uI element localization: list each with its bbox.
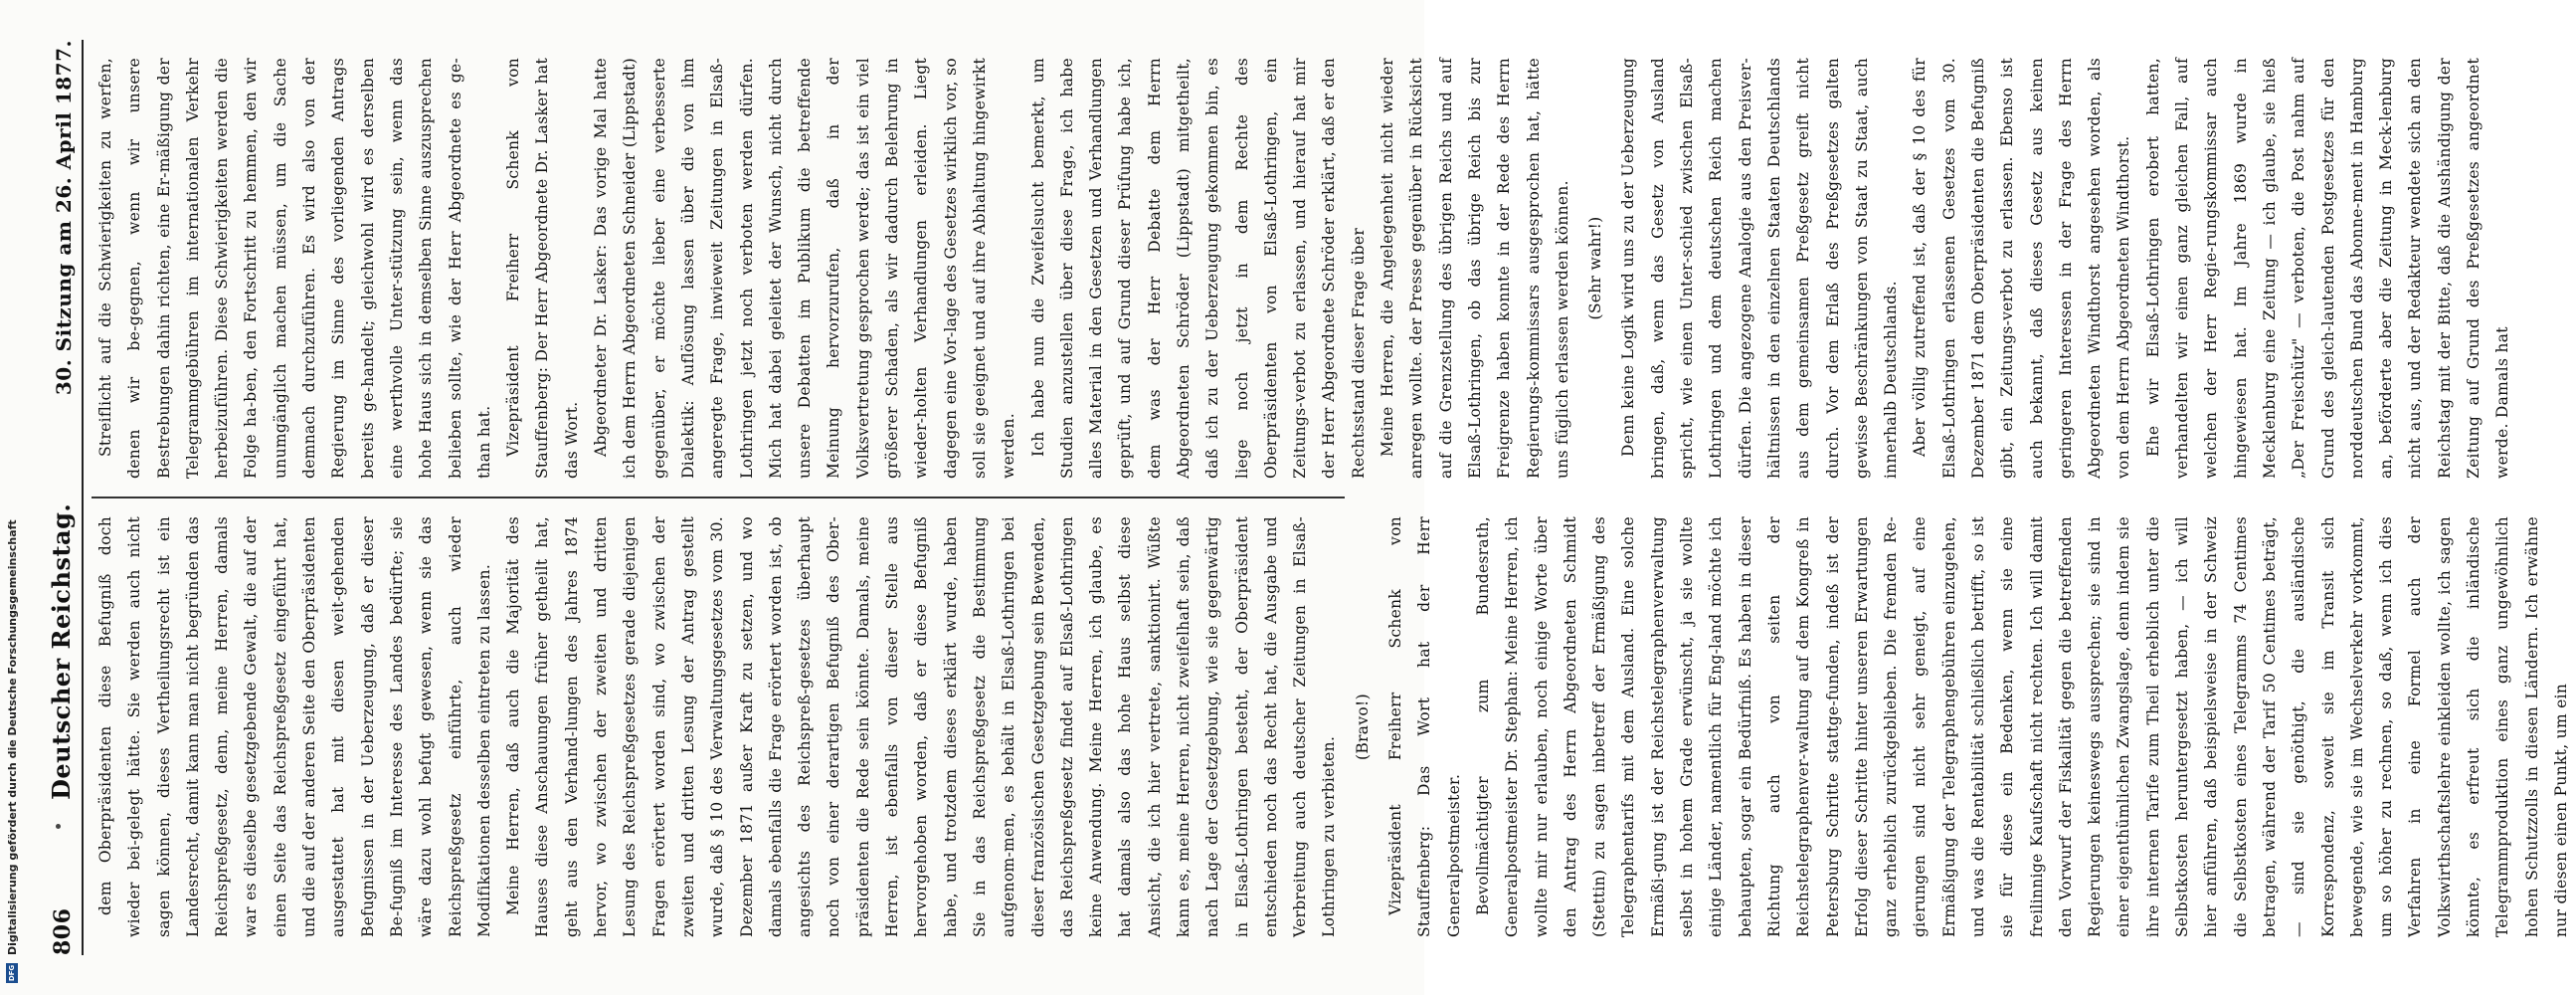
paragraph: Ehe wir Elsaß-Lothringen erobert hatten, verhandelten wir einen ganz gleichen Fall, auf welchen der Herr Regie-rungskommissar auch hingewiesen hat. Im Jahre 1869 wurde in Mecklenburg eine Zeitung — ich glaube, sie hieß „Der Freischütz" — verboten, die Post nahm auf Grund des gleich-lautenden Postgesetzes für den norddeutschen Bund das Abonne-ment in Hamburg an, beförderte aber die Zeitung in Meck-lenburg nicht aus, und der Redakteur wendete sich an den Reichstag mit der Bitte, daß die Aushändigung der Zeitung auf Grund des Preßgesetzes angeordnet werde. Damals hat: [2143, 58, 2512, 479]
paragraph: Vizepräsident Freiherr Schenk von Stauffenberg: Der Herr Abgeordnete Dr. Lasker hat das Wort.: [504, 58, 581, 479]
session-date: 30. Sitzung am 26. April 1877.: [52, 40, 76, 396]
paragraph: Abgeordneter Dr. Lasker: Das vorige Mal hatte ich dem Herrn Abgeordneten Schneider (Lippstadt) gegenüber, er möchte lieber eine verbesserte Dialektik: Auflösung lassen über die von ihm angeregte Frage, inwieweit Zeitungen in Elsaß-Lothringen jetzt noch verboten werden dürfen. Mich hat dabei geleitet der Wunsch, nicht durch unsere Debatten im Publikum die betreffende Meinung hervorzurufen, daß in der Volksvertretung gesprochen werde; das ist ein viel größerer Schaden, als wir dadurch Belehrung in wieder-holten Verhandlungen erleiden. Liegt dagegen eine Vor-lage des Gesetzes wirklich vor, so soll sie geeignet und auf ihre Abhaltung hingewirkt werden.: [592, 58, 1018, 479]
scan-speck: [56, 824, 61, 829]
right-column: [92, 40, 2512, 497]
paragraph: Meine Herren, daß auch die Majorität des Hauses diese Anschauungen früher getheilt hat, geht aus den Verhand-lungen des Jahres 1874 hervor, wo zwischen der zweiten und dritten Lesung des Reichspreßgesetzes gerade diejenigen Fragen erörtert worden sind, wo zwischen der zweiten und dritten Lesung der Antrag gestellt wurde, daß § 10 des Verwaltungsgesetzes vom 30. Dezember 1871 außer Kraft zu setzen, und wo damals ebenfalls die Frage erörtert worden ist, ob angesichts des Reichspreß-gesetzes überhaupt noch von einer derartigen Befugniß des Ober-präsidenten die Rede sein könnte. Damals, meine Herren, ist ebenfalls von dieser Stelle aus hervorgehoben worden, daß er diese Befugniß habe, und trotzdem dieses erklärt wurde, haben Sie in das Reichspreßgesetz die Bestimmung aufgenom-men, es behält in Elsaß-Lothringen bei dieser französischen Gesetzgebung sein Bewenden, das Reichspreßgesetz findet auf Elsaß-Lothringen keine Anwendung. Meine Herren, ich glaube, es hat damals also das hohe Haus selbst diese Ansicht, die ich hier vertrete, sanktionirt. Wüßte kann es, meine Herren, nicht zweifelhaft sein, daß nach Lage der Gesetzgebung, wie sie gegenwärtig in Elsaß-Lothringen besteht, der Oberpräsident entschieden noch das Recht hat, die Ausgabe und Verbreitung auch deutscher Zeitungen in Elsaß-Lothringen zu verbieten.: [504, 516, 1339, 937]
left-column: [92, 498, 2570, 955]
column-divider: [92, 497, 1345, 498]
paragraph: Ich habe nun die Zweifelsucht bemerkt, um Studien anzustellen über diese Frage, ich habe alles Material in den Gesetzen und Verhandlungen geprüft, und auf Grund dieser Prüfung habe ich, dem was der Herr Debatte dem Herrn Abgeordneten Schröder (Lippstadt) mitgetheilt, daß ich zu der Ueberzeugung gekommen bin, es liege noch jetzt in dem Rechte des Oberpräsidenten von Elsaß-Lothringen, ein Zeitungs-verbot zu erlassen, und hierauf hat mir der Herr Abgeordnete Schröder erklärt, daß er den Rechtsstand dieser Frage über: [1028, 58, 1368, 479]
applause-note: (Sehr wahr!): [1586, 216, 1605, 320]
text-columns: [92, 40, 2570, 955]
paragraph: Meine Herren, die Angelegenheit nicht wieder anregen wollte. der Presse gegenüber in Rücksicht auf die Grenzstellung des übrigen Reichs und auf Elsaß-Lothringen, ob das übrige Reich bis zur Freigrenze haben konnte in der Rede des Herrn Regierungs-kommissars ausgesprochen hat, hätte uns füglich erlassen werden können.: [1379, 58, 1571, 479]
paragraph: Denn keine Logik wird uns zu der Ueberzeugung bringen, daß, wenn das Gesetz von Ausland spricht, wie einen Unter-schied zwischen Elsaß-Lothringen und dem deutschen Reich machen dürfen. Die angezogene Analogie aus den Preisver-hältnissen in den einzelnen Staaten Deutschlands aus dem gemeinsamen Preßgesetz greift nicht durch. Vor dem Erlaß des Preßgesetzes galten gewisse Beschränkungen von Staat zu Staat, auch innerhalb Deutschlands.: [1619, 58, 1901, 479]
digitization-footer: [0, 0, 24, 995]
paragraph: dem Oberpräsidenten diese Befugniß doch wieder bei-gelegt hätte. Sie werden auch nicht sagen können, dieses Vertheilungsrecht ist ein Landesrecht, damit kann man nicht begründen das Reichspreßgesetz, denn, meine Herren, damals war es dieselbe gesetzgebende Gewalt, die auf der einen Seite das Reichspreßgesetz eingeführt hat, und die auf der anderen Seite den Oberpräsidenten ausgestattet hat mit diesen weit-gehenden Befugnissen in der Ueberzeugung, daß er dieser Be-fugniß im Interesse des Landes bedürfte; sie wäre dazu wohl befugt gewesen, wenn sie das Reichspreßgesetz einführte, auch wieder Modifikationen desselben eintreten zu lassen.: [96, 516, 493, 937]
paragraph: Vizepräsident Freiherr Schenk von Stauffenberg: Das Wort hat der Herr Generalpostmeister.: [1386, 516, 1463, 937]
paragraph: Streiflicht auf die Schwierigkeiten zu werfen, denen wir be-gegnen, wenn wir unsere Bestrebungen dahin richten, eine Er-mäßigung der Telegrammgebühren im internationalen Verkehr herbeizuführen. Diese Schwierigkeiten werden die Folge ha-ben, den Fortschritt zu hemmen, den wir unumgänglich machen müssen, um die Sache demnach durchzuführen. Es wird also von der Regierung im Sinne des vorliegenden Antrags bereits ge-handelt; gleichwohl wird es derselben eine werthvolle Unter-stützung sein, wenn das hohe Haus sich in demselben Sinne auszusprechen belieben sollte, wie der Herr Abgeordnete es ge-than hat.: [96, 58, 493, 479]
page-number: 806: [50, 907, 76, 955]
dfg-logo: DFG: [8, 964, 16, 982]
paragraph: Bevollmächtigter zum Bundesrath, Generalpostmeister Dr. Stephan: Meine Herren, ich wollte mir nur erlauben, noch einige Worte über den Antrag des Herrn Abgeordneten Schmidt (Stettin) zu sagen inbetreff der Ermäßigung des Telegraphentarifs mit dem Ausland. Eine solche Ermäßi-gung ist der Reichstelegraphenverwaltung selbst in hohem Grade erwünscht, ja sie wollte einige Länder, namentlich für Eng-land möchte ich behaupten, sogar ein Bedürfniß. Es haben in dieser Richtung auch von seiten der Reichstelegraphenver-waltung auf dem Kongreß in Petersburg Schritte stattge-funden, indeß ist der Erfolg dieser Schritte hinter unseren Erwartungen ganz erheblich zurückgeblieben. Die fremden Re-gierungen sind nicht sehr geneigt, auf eine Ermäßigung der Telegraphengebühren einzugehen, und was die Rentabilität schließlich betrifft, so ist sie für diese ein Bedenken, wenn sie eine freilinnige Kaufschaft nicht rechten. Ich will damit den Vorwurf der Fiskalität gegen die betreffenden Regierungen keineswegs aussprechen; sie sind in einer eigenthümlichen Zwangslage, denn indem sie ihre internen Tarife zum Theil erheblich unter die Selbstkosten heruntergesetzt haben, — ich will hier anführen, daß beispielsweise in der Schweiz die Selbstkosten eines Telegramms 74 Centimes betragen, während der Tarif 50 Centimes beträgt, — sind sie genöthigt, die ausländische Korrespondenz, soweit sie im Transit sich bewegende, wie sie im Wechselverkehr vorkommt, um so höher zu rechnen, so daß, wenn ich dies Verfahren in eine Formel auch der Volkswirthschaftslehre einkleiden wollte, ich sagen könnte, es erfreut sich die inländische Telegrammproduktion eines ganz ungewöhnlich hohen Schutzzolls in diesen Ländern. Ich erwähne nur diesen einen Punkt, um ein: [1473, 516, 2570, 937]
page-header: [36, 40, 84, 955]
publication-title: Deutscher Reichstag.: [47, 502, 76, 800]
footer-credit: Digitalisierung gefördert durch die Deutsche Forschungsgemeinschaft: [5, 519, 19, 955]
applause-note: (Bravo!): [1353, 694, 1372, 760]
paragraph: Aber völlig zutreffend ist, daß der § 10 des für Elsaß-Lothringen erlassenen Gesetzes vom 30. Dezember 1871 dem Oberpräsidenten die Befugniß gibt, ein Zeitungs-verbot zu erlassen. Ebenso ist auch bekannt, daß dieses Gesetz aus keinen geringeren Interessen in der Frage des Herrn Abgeordneten Windthorst angesehen worden, als von dem Herrn Abgeordneten Windthorst.: [1911, 58, 2133, 479]
